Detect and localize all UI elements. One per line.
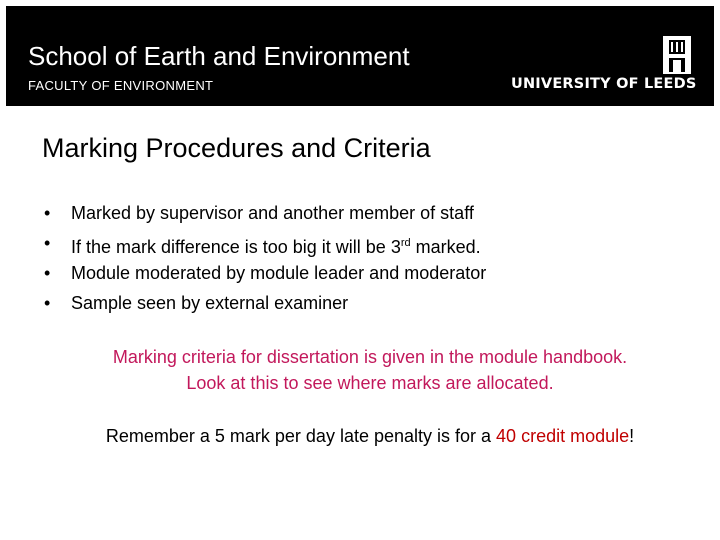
university-name: UNIVERSITY OF LEEDS bbox=[511, 76, 697, 92]
school-name: School of Earth and Environment bbox=[28, 41, 410, 71]
bullet-marker: • bbox=[44, 233, 51, 253]
penalty-text: Remember a 5 mark per day late penalty is for a bbox=[105, 426, 497, 446]
penalty-note bbox=[50, 426, 690, 447]
bullet-text-end: marked. bbox=[410, 237, 481, 257]
ordinal-suffix: rd bbox=[400, 237, 411, 249]
tower-icon bbox=[659, 36, 695, 74]
bullet-marker: • bbox=[44, 203, 51, 223]
university-logo bbox=[511, 36, 701, 98]
bullet-text: Marked by supervisor and another member of staff bbox=[71, 203, 474, 223]
criteria-line: Look at this to see where marks are allocated. bbox=[186, 373, 554, 393]
slide-title: Marking Procedures and Criteria bbox=[42, 133, 431, 163]
criteria-line: Marking criteria for dissertation is given in the module handbook. bbox=[112, 347, 628, 367]
bullet-text: Module moderated by module leader and moderator bbox=[71, 263, 487, 283]
bullet-marker: • bbox=[44, 293, 51, 313]
criteria-note bbox=[50, 344, 690, 396]
slide-header bbox=[6, 6, 714, 106]
bullet-text: Sample seen by external examiner bbox=[71, 293, 349, 313]
bullet-item bbox=[44, 228, 486, 258]
credit-highlight: 40 credit module bbox=[496, 426, 630, 446]
bullet-marker: • bbox=[44, 263, 51, 283]
bullet-item bbox=[44, 198, 486, 228]
bullet-item bbox=[44, 258, 486, 288]
bullet-item bbox=[44, 288, 486, 318]
faculty-name: FACULTY OF ENVIRONMENT bbox=[28, 78, 214, 93]
penalty-end: ! bbox=[629, 426, 635, 446]
bullet-text: If the mark difference is too big it will be 3 bbox=[71, 237, 401, 257]
bullet-list bbox=[44, 198, 486, 318]
